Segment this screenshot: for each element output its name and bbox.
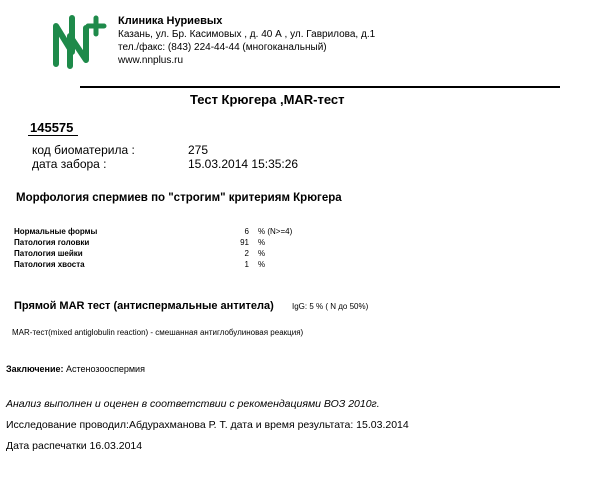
sample-number-underline [28,135,78,136]
biomaterial-code-value: 275 [188,143,209,157]
print-date: Дата распечатки 16.03.2014 [6,440,143,452]
morphology-row [14,260,264,270]
mar-description: MAR-тест(mixed antiglobulin reaction) - смешанная антиглобулиновая реакция) [12,328,304,337]
morphology-row-label: Патология хвоста [14,260,85,269]
morphology-row [14,238,264,248]
morphology-section-title: Морфология спермиев по "строгим" критериям Крюгера [16,192,342,204]
mar-section-title: Прямой MAR тест (антиспермальные антитела) [14,300,274,312]
conclusion-label: Заключение: [6,364,64,374]
clinic-address: Казань, ул. Бр. Касимовых , д. 40 А , ул. Гаврилова, д.1 [118,29,376,40]
header-divider [80,86,560,88]
clinic-website: www.nnplus.ru [118,55,184,66]
morphology-row-label: Патология головки [14,238,90,247]
conclusion [6,364,145,374]
biomaterial-code-label: код биоматерила : [32,143,135,157]
nn-plus-logo-icon [50,12,110,70]
collection-date-label: дата забора : [32,157,107,171]
collection-date-value: 15.03.2014 15:35:26 [188,157,299,171]
morphology-row [14,227,293,237]
clinic-name: Клиника Нуриевых [118,15,223,27]
morphology-row-label: Патология шейки [14,249,83,258]
morphology-row-unit: % [258,238,266,247]
morphology-row-value: 1 [244,260,249,269]
morphology-row [14,249,264,259]
sample-number: 145575 [30,120,74,135]
morphology-row-value: 91 [240,238,249,247]
morphology-row-unit: % (N>=4) [258,227,293,236]
mar-igg-result: IgG: 5 % ( N до 50%) [292,302,369,311]
researcher-line: Исследование проводил:Абдурахманова Р. Т. дата и время результата: 15.03.2014 [6,419,409,431]
morphology-row-value: 6 [244,227,249,236]
morphology-row-label: Нормальные формы [14,227,98,236]
morphology-row-unit: % [258,249,266,258]
morphology-row-unit: % [258,260,266,269]
clinic-phone: тел./факс: (843) 224-44-44 (многоканальный) [118,42,327,53]
conclusion-value: Астенозооспермия [63,364,145,374]
morphology-row-value: 2 [244,249,249,258]
who-recommendation-note: Анализ выполнен и оценен в соответствии с рекомендациями ВОЗ 2010г. [6,398,380,410]
document-title: Тест Крюгера ,MAR-тест [190,92,345,107]
